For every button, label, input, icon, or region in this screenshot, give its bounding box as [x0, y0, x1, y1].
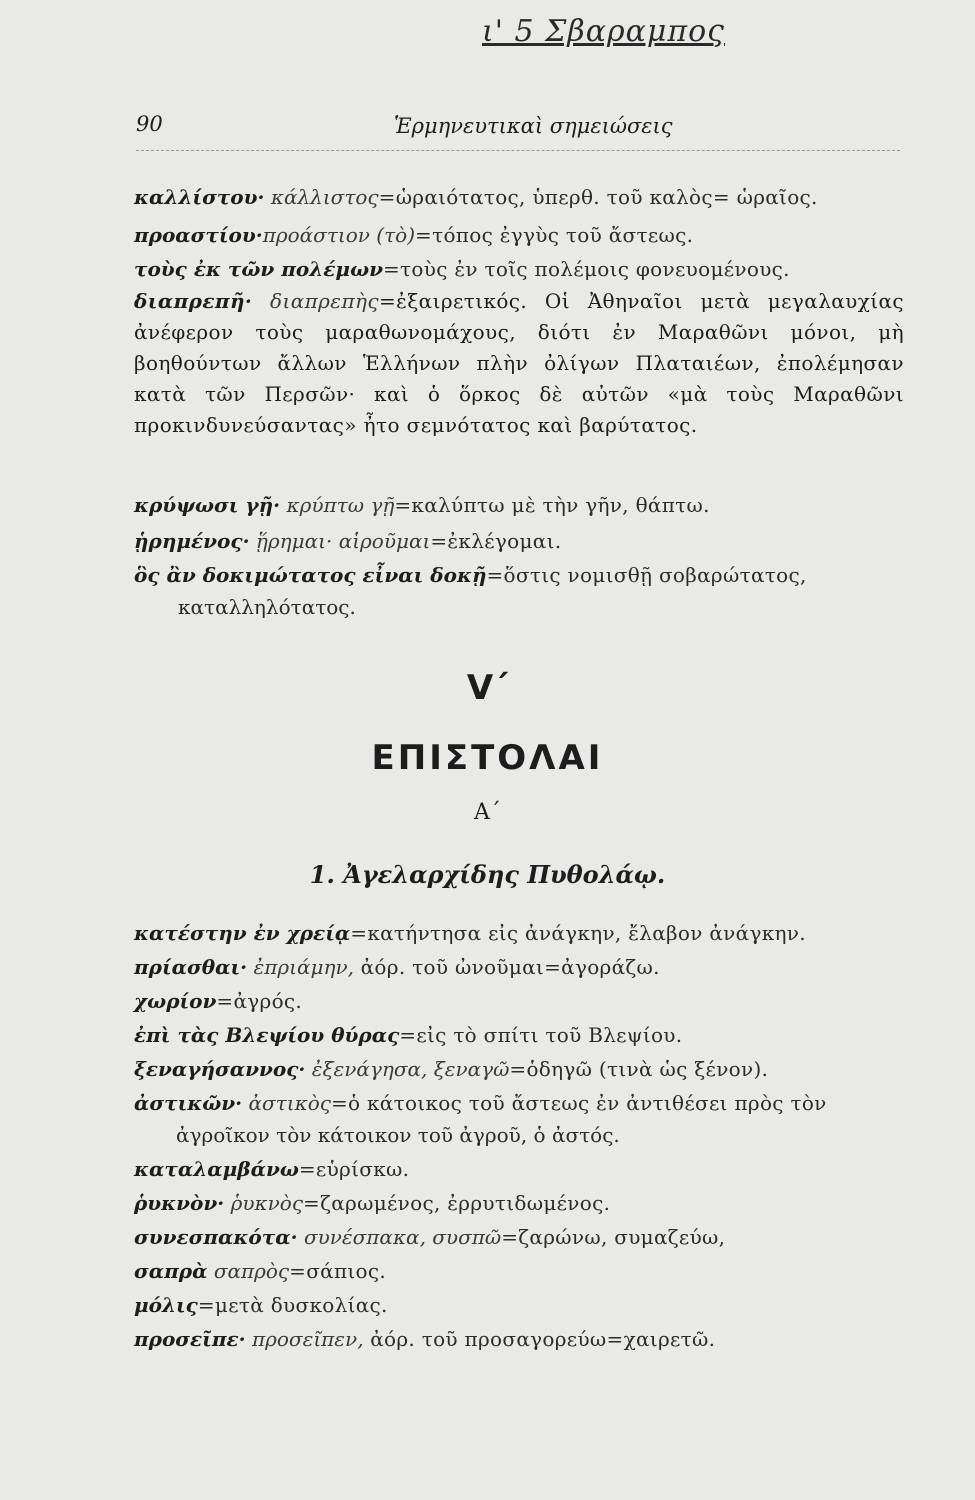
gloss-line: [134, 952, 904, 982]
gloss-definition: =εὑρίσκω.: [298, 1157, 410, 1181]
gloss-definition: =καλύπτω μὲ τὴν γῆν, θάπτω.: [394, 493, 710, 517]
gloss-lemma: χωρίον: [134, 989, 217, 1013]
gloss-definition: ἀόρ. τοῦ προσαγορεύω=χαιρετῶ.: [363, 1327, 716, 1351]
gloss-lemma: διαπρεπῆ·: [134, 289, 253, 313]
gloss-lemma: κατέστην ἐν χρείᾳ: [134, 921, 351, 945]
gloss-definition: =ὅστις νομισθῇ σοβαρώτατος,: [486, 563, 807, 587]
gloss-line: [134, 1088, 904, 1118]
gloss-lemma: ξεναγήσαννος·: [134, 1057, 306, 1081]
gloss-line: [134, 526, 904, 556]
gloss-line: [134, 1054, 904, 1084]
gloss-form: ῥυκνὸς: [230, 1191, 304, 1215]
gloss-line: [134, 220, 904, 250]
gloss-lemma: συνεσπακότα·: [134, 1225, 298, 1249]
gloss-line: [134, 918, 904, 948]
gloss-form: ᾕρημαι· αἱροῦμαι: [255, 529, 431, 553]
gloss-line: [134, 1020, 904, 1050]
gloss-line: [134, 182, 904, 212]
section-title: ΕΠΙΣΤΟΛΑΙ: [371, 738, 604, 778]
gloss-definition: =μετὰ δυσκολίας.: [197, 1293, 388, 1317]
gloss-continuation: καταλληλότατος.: [178, 595, 356, 619]
gloss-line: [134, 254, 904, 284]
gloss-form: ἀστικὸς: [248, 1091, 331, 1115]
gloss-form: κρύπτω γῇ: [286, 493, 395, 517]
gloss-form: συνέσπακα, συσπῶ: [303, 1225, 502, 1249]
handwritten-signature: ι' 5 Σβαραμπος: [482, 14, 725, 49]
gloss-lemma: πρίασθαι·: [134, 955, 248, 979]
gloss-line: [134, 1154, 904, 1184]
gloss-definition: =ζαρώνω, συμαζεύω,: [501, 1225, 726, 1249]
gloss-lemma: ἀστικῶν·: [134, 1091, 243, 1115]
gloss-definition: =τοὺς ἐν τοῖς πολέμοις φονευομένους.: [382, 257, 790, 281]
gloss-definition: =κατήντησα εἰς ἀνάγκην, ἔλαβον ἀνάγκην.: [350, 921, 806, 945]
gloss-lemma: ὃς ἂν δοκιμώτατος εἶναι δοκῇ: [134, 563, 487, 587]
page-header: [136, 112, 896, 152]
gloss-lemma: μόλις: [134, 1293, 198, 1317]
gloss-definition: =ζαρωμένος, ἐρρυτιδωμένος.: [303, 1191, 611, 1215]
gloss-line: [134, 1290, 904, 1320]
gloss-form: ἐπριάμην,: [253, 955, 354, 979]
letter-title: 1. Ἀγελαρχίδης Πυθολάῳ.: [309, 860, 666, 889]
gloss-paragraph: [134, 286, 904, 441]
gloss-lemma: κρύψωσι γῇ·: [134, 493, 281, 517]
gloss-form: σαπρὸς: [213, 1259, 290, 1283]
header-divider: [136, 150, 900, 151]
subsection-heading: Α΄: [474, 800, 501, 825]
gloss-definition: ἀόρ. τοῦ ὠνοῦμαι=ἀγοράζω.: [353, 955, 660, 979]
section-numeral: V΄: [466, 668, 509, 708]
gloss-line: [134, 1188, 904, 1218]
gloss-form: προάστιον (τὸ): [262, 223, 416, 247]
gloss-form: ἐξενάγησα, ξεναγῶ: [311, 1057, 510, 1081]
gloss-lemma: καταλαμβάνω: [134, 1157, 299, 1181]
gloss-definition: =ὁδηγῶ (τινὰ ὡς ξένον).: [509, 1057, 769, 1081]
gloss-lemma: ἐπὶ τὰς Βλεψίου θύρας: [134, 1023, 400, 1047]
gloss-definition: =ἐξαιρετικός. Οἱ Ἀθηναῖοι μετὰ μεγαλαυχίας ἀνέφερον τοὺς μαραθωνομάχους, διότι ἐν Μαραθῶνι μόνοι, μὴ βοηθούντων ἄλλων Ἑλλήνων πλὴν ὀλίγων Πλαταιέων, ἐπολέμησαν κατὰ τῶν Περσῶν· καὶ ὁ ὅρκος δὲ αὐτῶν «μὰ τοὺς Μαραθῶνι προκινδυνεύσαντας» ἦτο σεμνότατος καὶ βαρύτατος.: [134, 289, 905, 437]
gloss-line: [134, 1222, 904, 1252]
gloss-lemma: προαστίου·: [134, 223, 263, 247]
gloss-definition: =ἐκλέγομαι.: [430, 529, 562, 553]
gloss-lemma: ᾑρημένος·: [134, 529, 250, 553]
gloss-lemma: ῥυκνὸν·: [134, 1191, 225, 1215]
gloss-continuation: ἀγροῖκον τὸν κάτοικον τοῦ ἀγροῦ, ὁ ἀστός.: [176, 1123, 620, 1147]
page-number: 90: [136, 112, 163, 136]
gloss-line: [134, 1324, 904, 1354]
gloss-form: προσεῖπεν,: [251, 1327, 364, 1351]
gloss-definition: =ὁ κάτοικος τοῦ ἄστεως ἐν ἀντιθέσει πρὸς τὸν: [330, 1091, 827, 1115]
gloss-definition: =τόπος ἐγγὺς τοῦ ἄστεως.: [415, 223, 694, 247]
gloss-lemma: προσεῖπε·: [134, 1327, 246, 1351]
gloss-line: [134, 490, 904, 520]
gloss-definition: =ἀγρός.: [216, 989, 303, 1013]
gloss-line: [134, 1256, 904, 1286]
gloss-form: διαπρεπὴς: [270, 289, 379, 313]
gloss-lemma: σαπρὰ: [134, 1259, 208, 1283]
gloss-definition: =ὡραιότατος, ὑπερθ. τοῦ καλὸς= ὡραῖος.: [378, 185, 818, 209]
gloss-definition: =σάπιος.: [289, 1259, 387, 1283]
gloss-lemma: τοὺς ἐκ τῶν πολέμων: [134, 257, 383, 281]
gloss-definition: =εἰς τὸ σπίτι τοῦ Βλεψίου.: [399, 1023, 683, 1047]
gloss-line: [134, 560, 904, 590]
gloss-line: [134, 986, 904, 1016]
running-title: Ἑρμηνευτικαὶ σημειώσεις: [394, 114, 673, 138]
gloss-lemma: καλλίστου·: [134, 185, 265, 209]
gloss-form: κάλλιστος: [270, 185, 379, 209]
